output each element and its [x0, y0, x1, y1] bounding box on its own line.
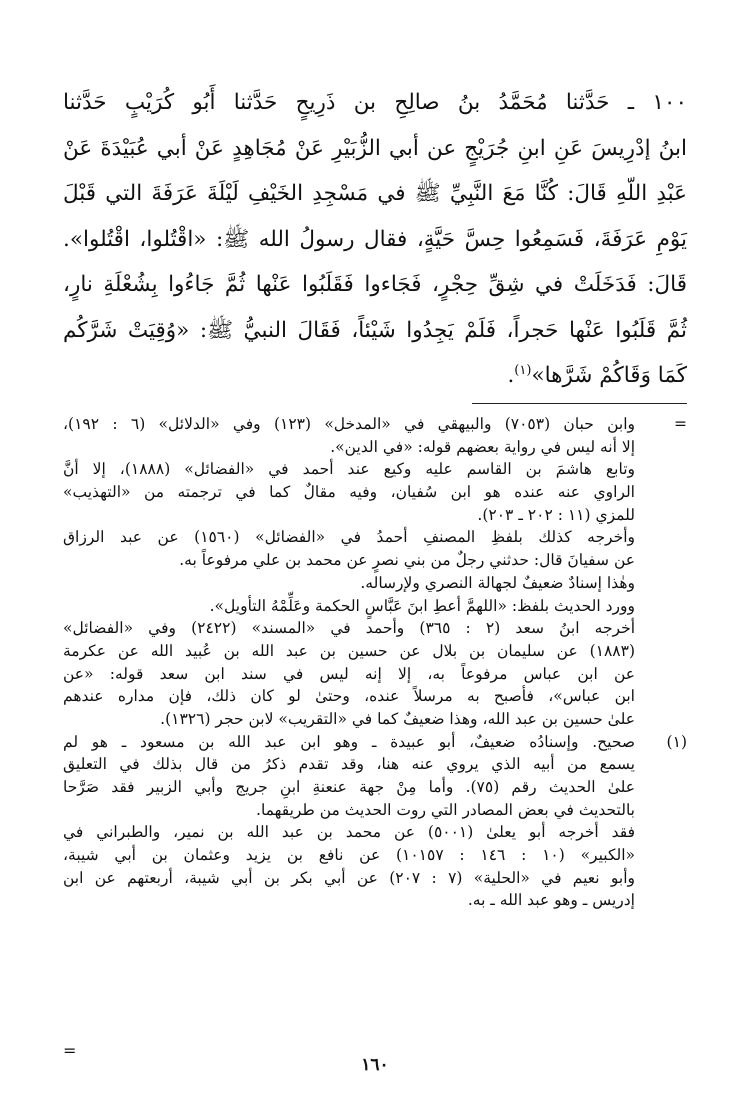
footnote-line: الراوي عنه عنده هو ابن سُفيان، وفيه مقالٌ كما في ترجمته من «التهذيب» — [63, 483, 635, 502]
footnote-line: وأبو نعيم في «الحلية» (٧ : ٢٠٧) عن أبي بكر بن أبي شيبة، أربعتهم عن ابن — [63, 868, 635, 887]
footnote-line: عن سفيانَ قال: حدثني رجلٌ من بني نصرٍ عن محمد بن علي مرفوعاً به. — [179, 551, 635, 570]
page-number: ١٦٠ — [361, 1055, 389, 1075]
footnote-line: إلا أنه ليس في رواية بعضهم قوله: «في الدين». — [330, 437, 635, 456]
footnotes — [63, 413, 687, 912]
footnote-line: للمزي (١١ : ٢٠٢ ـ ٢٠٣). — [477, 505, 635, 524]
footnote-line: «الكبير» (١٠ : ١٤٦ : ١٠١٥٧) عن نافع بن يزيد وعثمان بن أبي شيبة، — [63, 846, 636, 865]
footnote-line: فقد أخرجه أبو يعلىٰ (٥٠٠١) عن محمد بن عبد الله بن نمير، والطبراني في — [63, 823, 635, 842]
hadith-line: يَوْمِ عَرَفَةَ، فَسَمِعُوا حِسَّ حَيَّةٍ، فقال رسولُ الله ﷺ: «اقْتُلوا، اقْتُلوا». — [63, 226, 687, 252]
hadith-line: ثُمَّ قَلَبُوا عَنْها حَجراً، فَلَمْ يَجِدُوا شَيْئاً، فَقَالَ النبيُّ ﷺ: «وُقِيَتْ شَرَّكُم — [63, 317, 687, 343]
footnote-divider — [472, 403, 687, 404]
footnote-reference: (١) — [514, 362, 532, 378]
footnote-line: علىٰ الحديث رقم (٧٥). وأما مِنْ جهة عنعنةِ ابنِ جريج وأبي الزبير فقد صَرَّحا — [63, 778, 636, 796]
footnote-line: إدريس ـ وهو عبد الله ـ به. — [467, 891, 635, 910]
footnote-continuation — [63, 413, 687, 731]
hadith-line-text: كَمَا وَقَاكُمْ شَرَّها» — [531, 363, 687, 388]
footnote-line: صحيح. وإسنادُه ضعيفٌ، أبو عبيدة ـ وهو ابن عبد الله بن مسعود ـ هو لم — [63, 732, 635, 751]
footnote-line: وورد الحديث بلفظ: «اللهمَّ أعطِ ابنَ عَبَّاسٍ الحكمة وعَلِّمْهُ التأويل». — [209, 596, 635, 615]
footnote-line: علىٰ حسين بن عبد الله، وهذا ضعيفٌ كما في «التقريب» لابن حجر (١٣٢٦). — [160, 709, 635, 728]
footnote-line: وأخرجه كذلك بلفظِ المصنفِ أحمدُ في «الفضائل» (١٥٦٠) عن عبد الرزاق — [63, 528, 635, 547]
hadith-text — [63, 80, 687, 399]
footnote-line: ابن عباس»، فأصبح به مرسلاً عنده، وحتىٰ لو كان ذلك، فإن مداره عندهم — [63, 687, 635, 706]
footnote-line: وابن حبان (٧٠٥٣) والبيهقي في «المدخل» (١٢٣) وفي «الدلائل» (٦ : ١٩٢)، — [63, 415, 635, 433]
footnote-line: وتابع هاشمَ بن القاسم عليه وكيع عند أحمد في «الفضائل» (١٨٨٨)، إلا أنَّ — [63, 460, 635, 479]
footnote-1 — [63, 731, 687, 913]
footnote-number: (١) — [666, 732, 687, 751]
hadith-line: عَبْدِ اللّهِ قَالَ: كُنَّا مَعَ النَّبِيِّ ﷺ في مَسْجِدِ الخَيْفِ لَيْلَةَ عَرَفَةَ التي قَبْلَ — [63, 181, 687, 206]
footnote-line: يسمع من أبيه الذي يروي عنه هنا، وقد تقدم ذكرُ من قال بذلك في التعليق — [63, 755, 635, 774]
footnote-line: (١٨٨٣) عن سليمان بن بلال عن حسين بن عبد الله بن عُبيد الله عن عكرمة — [63, 641, 635, 660]
hadith-line-last: كَمَا وَقَاكُمْ شَرَّها»$^{(١)}$. — [507, 362, 687, 388]
hadith-line: ١٠٠ ـ حَدَّثنا مُحَمَّدُ بنُ صالِحِ بن ذَرِيحٍ حَدَّثنا أَبُو كُرَيْبٍ حَدَّثنا — [63, 90, 687, 115]
continuation-marker: = — [674, 415, 687, 433]
footnote-line: عن ابن عباس مرفوعاً به، إلا إنه ليس في سند ابن سعد قوله: «عن — [63, 664, 635, 683]
footnote-line: بالتحديث في بعض المصادر التي روت الحديث من طريقهما. — [256, 800, 635, 819]
hadith-line: قَالَ: فَدَخَلَتْ في شِقِّ حِجْرٍ، فَجَاءوا فَقَلَبُوا عَنْها ثُمَّ جَاءُوا بِشُعْلَةِ نارٍ، — [63, 272, 687, 297]
footnote-line: وهٰذا إسنادٌ ضعيفٌ لجهالة النصري ولإرساله. — [360, 573, 635, 592]
continuation-end-marker: = — [63, 1041, 77, 1060]
hadith-line: ابنُ إدْرِيسَ عَنِ ابنِ جُرَيْجٍ عن أبي الزُّبَيْرِ عَنْ مُجَاهِدٍ عَنْ أبي عُبَيْدَةَ عَنْ — [63, 135, 687, 161]
footnote-line: أخرجه ابنُ سعد (٢ : ٣٦٥) وأحمد في «المسند» (٢٤٢٢) وفي «الفضائل» — [63, 619, 635, 638]
